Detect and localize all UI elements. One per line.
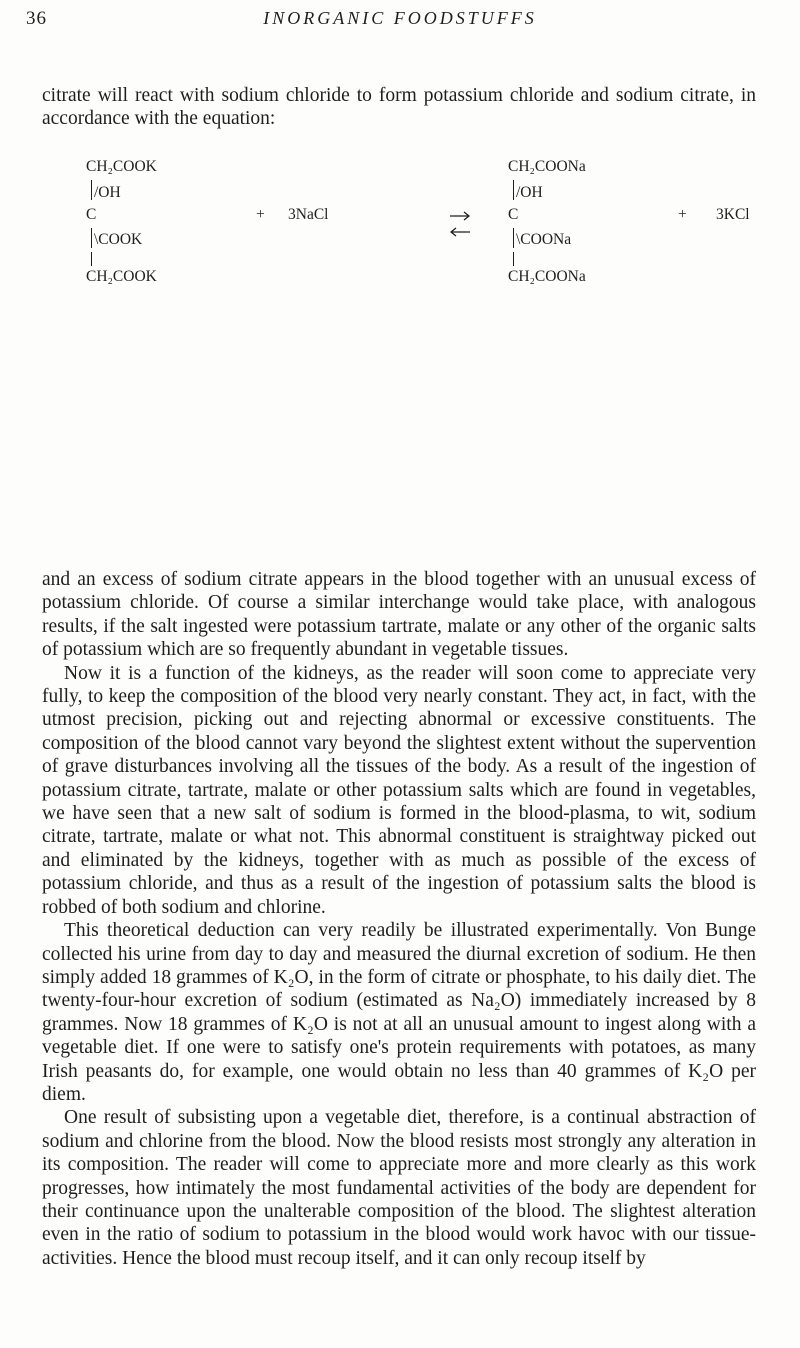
reversible-arrow-icon (446, 204, 474, 244)
formula-bottom-group: CH₂COONa (508, 268, 586, 285)
page-header (0, 4, 800, 34)
bond-line (513, 180, 514, 200)
formula-central-carbon: C (508, 206, 519, 223)
formula-carboxyl-group: \COONa (516, 231, 572, 248)
formula-top-group: CH₂COOK (86, 158, 157, 175)
formula-carboxyl-group: \COOK (94, 231, 143, 248)
plus-sign: + (678, 206, 687, 223)
formula-oh-group: /OH (516, 184, 543, 201)
bond-line (513, 228, 514, 248)
reagent-sodium-chloride: 3NaCl (288, 206, 329, 223)
chemical-equation (0, 158, 800, 368)
paragraph: This theoretical deduction can very readily be illustrated experimentally. Von Bunge collected his urine from day to day and measured the diurnal excretion of sodium. He then simply added 18 grammes of K₂O, in the form of citrate or phosphate, to his daily diet. The twenty-four-hour excretion of sodium (estimated as Na₂O) immediately increased by 8 grammes. Now 18 grammes of K₂O is not at all an unusual amount to ingest along with a vegetable diet. If one were to satisfy one's protein requirements with potatoes, as many Irish peasants do, for example, one would obtain no less than 40 grammes of K₂O per diem. (42, 920, 756, 1105)
formula-bottom-group: CH₂COOK (86, 268, 157, 285)
running-head: INORGANIC FOODSTUFFS (263, 8, 537, 28)
formula-oh-group: /OH (94, 184, 121, 201)
paragraph: Now it is a function of the kidneys, as the reader will soon come to appreciate very fully, to keep the composition of the blood very nearly constant. They act, in fact, with the utmost precision, picking out and rejecting abnormal or excessive constituents. The composition of the blood cannot vary beyond the slightest extent without the supervention of grave disturbances involving all the tissues of the body. As a result of the ingestion of potassium citrate, tartrate, malate or other potassium salts which are found in vegetables, we have seen that a new salt of sodium is formed in the blood-plasma, to wit, sodium citrate, tartrate, malate or what not. This abnormal constituent is straightway picked out and eliminated by the kidneys, together with as much as possible of the excess of potassium chloride, and thus as a result of the ingestion of potassium salts the blood is robbed of both sodium and chlorine. (42, 662, 756, 918)
bond-line (91, 228, 92, 248)
paragraph: One result of subsisting upon a vegetable diet, therefore, is a continual abstraction of sodium and chlorine from the blood. Now the blood resists most strongly any alteration in its composition. The reader will come to appreciate more and more clearly as this work progresses, how intimately the most fundamental activities of the body are dependent for their continuance upon the unalterable composition of the blood. The slightest alteration even in the ratio of sodium to potassium in the blood would work havoc with our tissue-activities. Hence the blood must recoup itself, and it can only recoup itself by (42, 1107, 756, 1269)
bond-line (513, 252, 514, 266)
intro-paragraph: citrate will react with sodium chloride to form potassium chloride and sodium citrate, in accordance with the equation: (42, 85, 756, 130)
product-potassium-chloride: 3KCl (716, 206, 750, 223)
intro-text-block (42, 84, 756, 131)
formula-central-carbon: C (86, 206, 97, 223)
paragraph: and an excess of sodium citrate appears in the blood together with an unusual excess of potassium chloride. Of course a similar interchange would take place, with analogous results, if the salt ingested were potassium tartrate, malate or any other of the organic salts of potassium which are so frequently abundant in vegetable tissues. (42, 569, 756, 661)
reversible-reaction-arrows (446, 204, 474, 244)
body-text (42, 568, 756, 1270)
formula-top-group: CH₂COONa (508, 158, 586, 175)
page-number: 36 (26, 8, 47, 29)
plus-sign: + (256, 206, 265, 223)
bond-line (91, 252, 92, 266)
bond-line (91, 180, 92, 200)
